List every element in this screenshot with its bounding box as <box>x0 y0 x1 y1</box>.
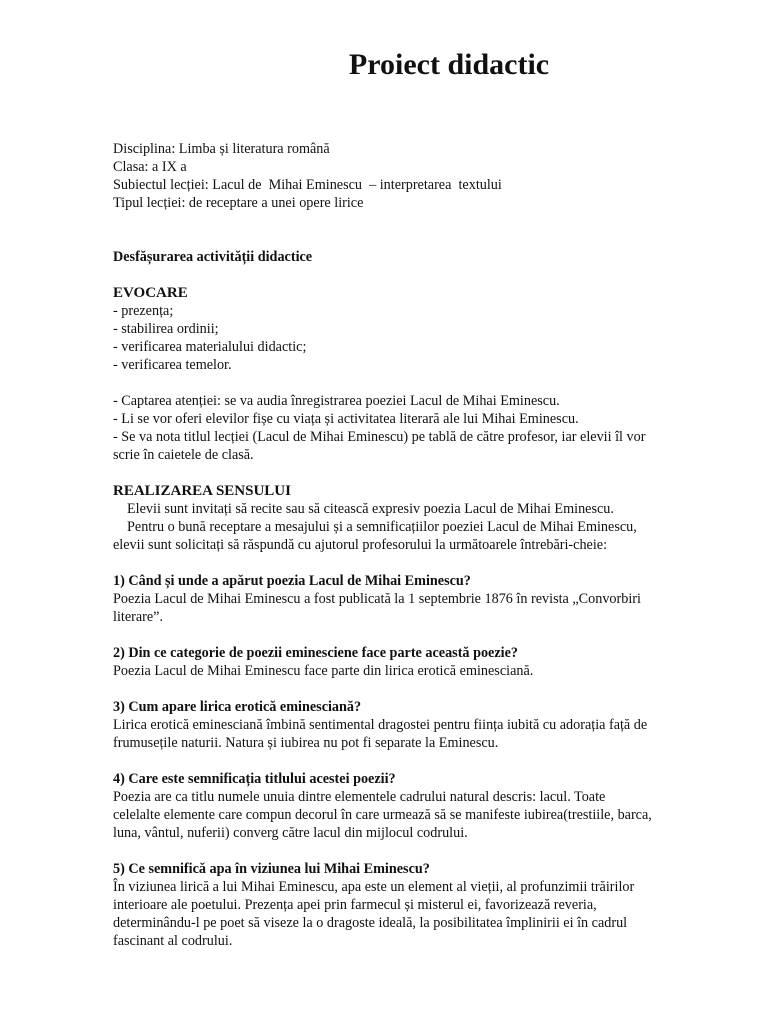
evocare-step: - Captarea atenției: se va audia înregistrarea poeziei Lacul de Mihai Eminescu. <box>113 393 560 409</box>
document-body <box>113 140 653 950</box>
question-block <box>113 860 653 950</box>
question: 4) Care este semnificația titlului acestei poezii? <box>113 771 396 787</box>
meta-subject: Subiectul lecției: Lacul de Mihai Eminescu – interpretarea textului <box>113 177 502 193</box>
realizarea-heading: REALIZAREA SENSULUI <box>113 483 291 499</box>
question: 1) Când și unde a apărut poezia Lacul de Mihai Eminescu? <box>113 573 471 589</box>
lesson-meta <box>113 140 653 212</box>
question: 5) Ce semnifică apa în viziunea lui Mihai Eminescu? <box>113 861 430 877</box>
realizarea-bullet <box>113 518 653 554</box>
evocare-heading: EVOCARE <box>113 285 188 301</box>
evocare-item: - stabilirea ordinii; <box>113 321 219 337</box>
answer: Poezia are ca titlu numele unuia dintre elementele cadrului natural descris: lacul. Toate celelalte elemente care compun decorul în care urmează să se manifeste iubirea(trestiile, barca, luna, vântul, nuferii) converg către lacul din mijlocul codrului. <box>113 789 652 841</box>
bullet-text: Elevii sunt invitați să recite sau să citească expresiv poezia Lacul de Mihai Eminescu. <box>127 501 614 517</box>
section-evocare <box>113 284 653 464</box>
question-block <box>113 644 653 680</box>
evocare-step: - Li se vor oferi elevilor fișe cu viața și activitatea literară ale lui Mihai Eminescu. <box>113 411 579 427</box>
question: 2) Din ce categorie de poezii eminesciene face parte această poezie? <box>113 645 518 661</box>
evocare-item: - verificarea materialului didactic; <box>113 339 307 355</box>
evocare-item: - prezența; <box>113 303 174 319</box>
question: 3) Cum apare lirica erotică eminesciană? <box>113 699 362 715</box>
question-block <box>113 572 653 626</box>
meta-class: Clasa: a IX a <box>113 159 187 175</box>
answer: Poezia Lacul de Mihai Eminescu face parte din lirica erotică eminesciană. <box>113 663 534 679</box>
section-realizarea <box>113 482 653 554</box>
answer: Lirica erotică eminesciană îmbină sentimental dragostei pentru ființa iubită cu adorația față de frumusețile naturii. Natura și iubirea nu pot fi separate la Eminescu. <box>113 717 648 751</box>
bullet-text: Pentru o bună receptare a mesajului și a semnificațiilor poeziei Lacul de Mihai Eminescu, elevii sunt solicitați să răspundă cu ajutorul profesorului la următoarele întrebări-cheie: <box>113 519 637 553</box>
meta-discipline: Disciplina: Limba și literatura română <box>113 141 330 157</box>
question-block <box>113 770 653 842</box>
meta-lesson-type: Tipul lecției: de receptare a unei opere lirice <box>113 195 364 211</box>
evocare-step: - Se va nota titlul lecției (Lacul de Mihai Eminescu) pe tablă de către profesor, iar elevii îl vor scrie în caietele de clasă. <box>113 429 646 463</box>
answer: În viziunea lirică a lui Mihai Eminescu, apa este un element al vieții, al profunzimii trăirilor interioare ale poetului. Prezența apei prin farmecul și misterul ei, favorizează reveria, determinându-l pe poet să viseze la o dragoste ideală, la posibilitatea împlinirii ei în cadrul fascinant al codrului. <box>113 879 635 949</box>
realizarea-bullet <box>113 500 653 518</box>
page-title: Proiect didactic <box>348 48 550 81</box>
answer: Poezia Lacul de Mihai Eminescu a fost publicată la 1 septembrie 1876 în revista „Convorbiri literare”. <box>113 591 641 625</box>
activity-heading: Desfășurarea activității didactice <box>113 249 313 265</box>
question-block <box>113 698 653 752</box>
evocare-item: - verificarea temelor. <box>113 357 232 373</box>
